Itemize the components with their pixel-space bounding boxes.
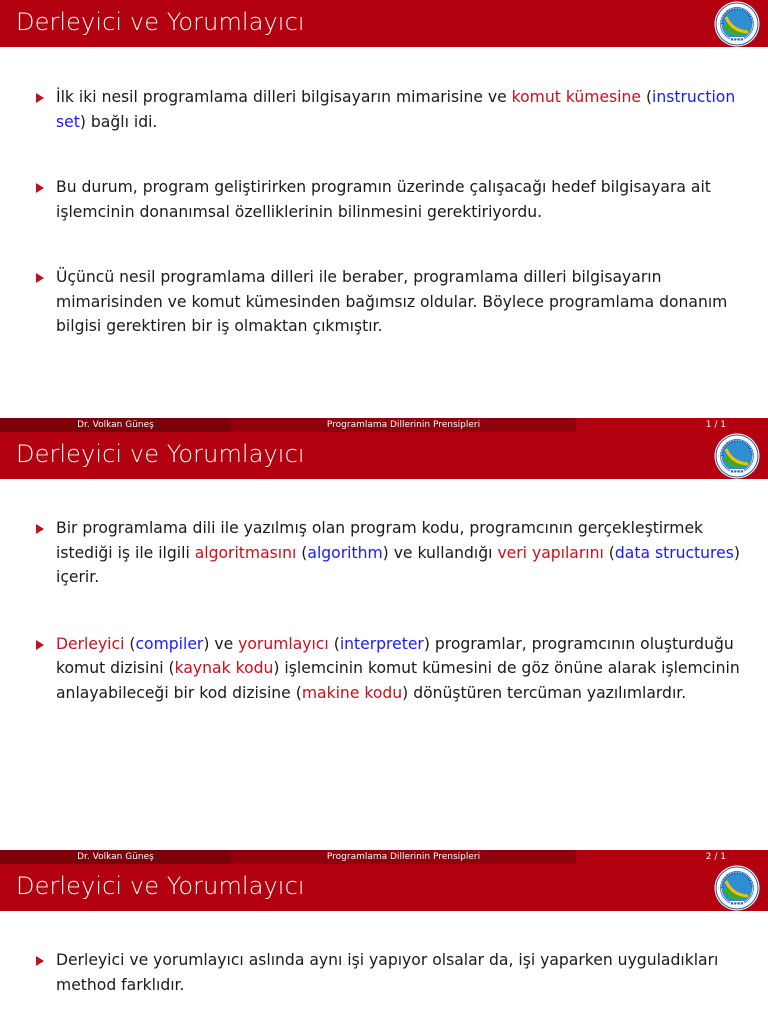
english-term: instruction set (56, 88, 736, 131)
bullet-item (36, 175, 746, 224)
university-seal-logo (714, 1, 760, 47)
footer-page-number: 2 / 1 (705, 852, 726, 862)
footer-page-box (576, 850, 768, 864)
slide-3 (0, 864, 768, 1024)
slide-footer (0, 850, 768, 864)
bullet-text: ( (640, 88, 653, 106)
bullet-text: ( (296, 543, 308, 562)
emphasis-term: algoritmasını (194, 543, 297, 562)
slide-title: Derleyici ve Yorumlayıcı (16, 872, 305, 900)
slide-title-bar (0, 864, 768, 911)
english-term: data structures (614, 543, 734, 562)
emphasis-term: veri yapılarını (497, 543, 604, 562)
bullet-text: Bir programlama dili ile yazılmış olan program kodu, programcının gerçekleştirmek istediği iş ile ilgili (56, 519, 704, 562)
bullet-text: ) dönüştüren tercüman yazılımlardır. (402, 683, 687, 702)
bullet-item (36, 85, 746, 134)
footer-course: Programlama Dillerinin Prensipleri (231, 850, 576, 864)
bullet-text: ) işlemcinin komut kümesini de göz önüne alarak işlemcinin anlayabileceği bir kod dizisine ( (56, 659, 740, 702)
slide-1 (0, 0, 768, 432)
slide-title-bar (0, 0, 768, 47)
bullet-text: ) programlar, programcının oluşturduğu komut dizisini ( (56, 634, 734, 677)
bullet-text: Üçüncü nesil programlama dilleri ile beraber, programlama dilleri bilgisayarın mimarisinden ve komut kümesinden bağımsız oldular. Böylece programlama donanım bilgisi gerektiren bir iş olmaktan çıkmıştır. (56, 268, 728, 335)
footer-course: Programlama Dillerinin Prensipleri (231, 418, 576, 432)
emphasis-term: kaynak kodu (174, 659, 274, 677)
triangle-bullet-icon (36, 183, 44, 193)
bullet-text: ) bağlı idi. (79, 112, 158, 131)
triangle-bullet-icon (36, 93, 44, 103)
triangle-bullet-icon (36, 273, 44, 283)
emphasis-term: komut kümesine (511, 88, 641, 106)
slide-title-bar (0, 432, 768, 479)
bullet-text: Derleyici ve yorumlayıcı aslında aynı işi yapıyor olsalar da, işi yaparken uyguladıkları method farklıdır. (56, 951, 719, 994)
english-term: interpreter (339, 634, 424, 653)
bullet-item (36, 948, 746, 997)
bullet-text: ( (124, 634, 136, 653)
footer-author: Dr. Volkan Güneş (0, 850, 231, 864)
bullet-text: ( (603, 543, 615, 562)
english-term: algorithm (307, 543, 383, 562)
bullet-text: Bu durum, program geliştirirken programın üzerinde çalışacağı hedef bilgisayara ait işlemcinin donanımsal özelliklerinin bilinmesini gerektiriyordu. (56, 178, 711, 221)
slide-footer (0, 418, 768, 432)
university-seal-logo (714, 865, 760, 911)
slide-title: Derleyici ve Yorumlayıcı (16, 8, 305, 36)
emphasis-term: makine kodu (301, 683, 403, 702)
bullet-list (36, 516, 746, 705)
footer-page-number: 1 / 1 (705, 420, 726, 430)
university-seal-logo (714, 433, 760, 479)
triangle-bullet-icon (36, 640, 44, 650)
slide-2 (0, 432, 768, 864)
bullet-text: ) içerir. (56, 543, 740, 586)
bullet-list (36, 85, 746, 339)
bullet-list (36, 948, 746, 997)
bullet-item (36, 265, 746, 339)
bullet-text: İlk iki nesil programlama dilleri bilgisayarın mimarisine ve (56, 88, 512, 106)
emphasis-term: yorumlayıcı (238, 634, 329, 653)
bullet-item (36, 516, 746, 590)
slide-title: Derleyici ve Yorumlayıcı (16, 440, 305, 468)
bullet-text: ) ve (203, 634, 239, 653)
bullet-text: ( (328, 634, 340, 653)
english-term: compiler (135, 634, 204, 653)
bullet-item (36, 632, 746, 706)
triangle-bullet-icon (36, 524, 44, 534)
footer-author: Dr. Volkan Güneş (0, 418, 231, 432)
footer-page-box (576, 418, 768, 432)
emphasis-term: Derleyici (56, 634, 125, 653)
bullet-text: ) ve kullandığı (382, 543, 498, 562)
triangle-bullet-icon (36, 956, 44, 966)
